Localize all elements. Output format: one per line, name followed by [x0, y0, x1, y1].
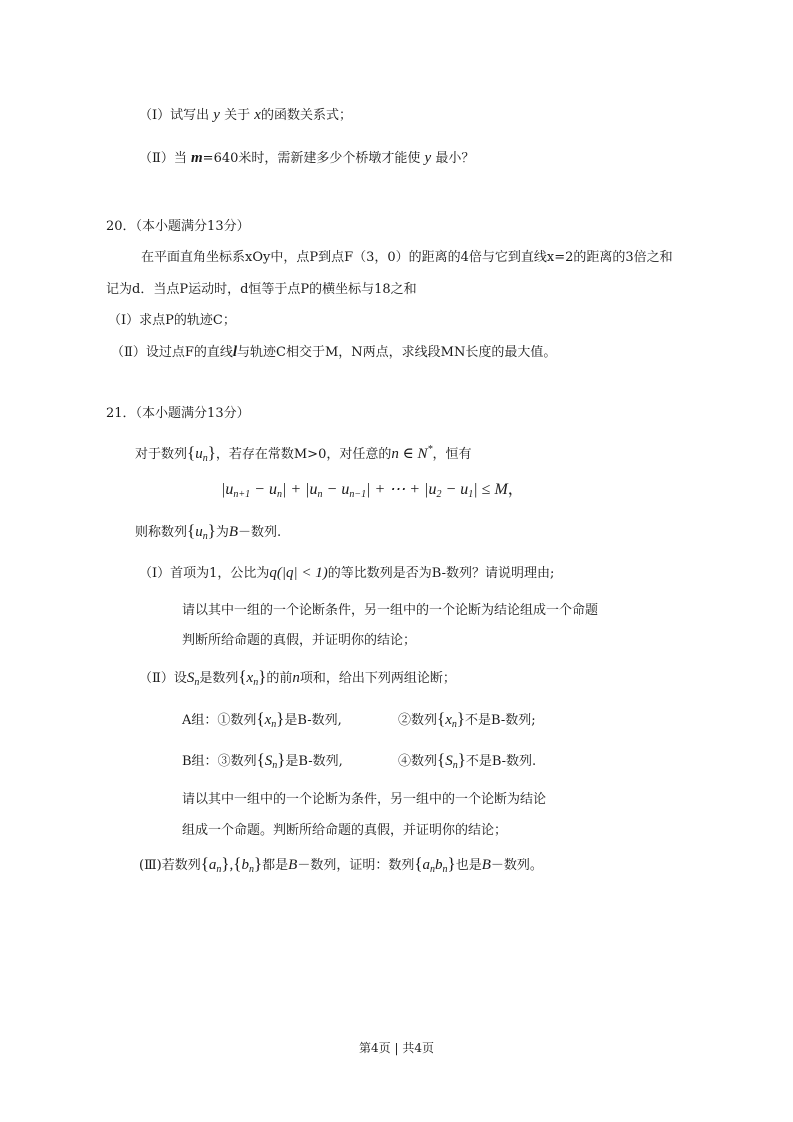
- q21-heading: 21．（本小题满分13分）: [106, 406, 250, 421]
- q21-group-b-item4: ④数列$\{S_n\}$不是B-数列.: [398, 750, 537, 771]
- n-in-nstar: n ∈ N*: [391, 444, 433, 462]
- q21-part1: （Ⅰ）首项为1，公比为q(|q| < 1)的等比数列是否为B-数列？请说明理由;: [139, 565, 555, 581]
- q21-group-a: A组：①数列$\{x_n\}$是B-数列,: [182, 709, 342, 730]
- q21-instruction2-line1: 请以其中一组中的一个论断为条件，另一组中的一个论断为结论: [182, 792, 547, 807]
- q21-group-a-item2: ②数列$\{x_n\}$不是B-数列;: [398, 709, 536, 730]
- q21-instruction1-line1: 请以其中一组的一个论断条件，另一组中的一个论断为结论组成一个命题: [182, 603, 599, 618]
- q21-instruction2-line2: 组成一个命题。判断所给命题的真假，并证明你的结论；: [182, 823, 508, 838]
- q20-part2: （Ⅱ）设过点F的直线l与轨迹C相交于M，N两点，求线段MN长度的最大值。: [111, 344, 557, 360]
- b-sequence-formula: $|u_{n+1} - u_n| + |u_n - u_{n-1}|$ + ⋯ + $|u_2 - u_1| \le M$，: [221, 481, 524, 500]
- q19-part1: （Ⅰ）试写出 y 关于 x的函数关系式；: [139, 107, 352, 123]
- q20-heading: 20．（本小题满分13分）: [106, 219, 250, 234]
- q21-conclusion: 则称数列$\{u_n\}$为B－数列.: [135, 521, 282, 542]
- q20-line1: 在平面直角坐标系xOy中，点P到点F（3，0）的距离的4倍与它到直线x=2的距离的3倍之和: [141, 250, 673, 265]
- q19-part2: （Ⅱ）当 m=640米时，需新建多少个桥墩才能使 y 最小？: [139, 150, 475, 166]
- page-footer: 第4页 | 共4页: [359, 1041, 434, 1055]
- seq-u-symbol: $\{u_n\}$: [187, 443, 216, 464]
- q21-group-b: B组：③数列$\{S_n\}$是B-数列,: [182, 750, 343, 771]
- q21-part2: （Ⅱ）设$S_n$是数列$\{x_n\}$的前n项和，给出下列两组论断；: [139, 667, 456, 688]
- q21-definition: 对于数列$\{u_n\}$，若存在常数M>0，对任意的n ∈ N*，恒有: [135, 443, 472, 464]
- q21-part3: (Ⅲ)若数列$\{a_n\},\{b_n\}$都是B－数列，证明：数列$\{a_nb_n\}$也是B－数列。: [139, 854, 543, 875]
- ratio-condition: q(|q| < 1): [269, 565, 328, 581]
- q20-part1: （Ⅰ）求点P的轨迹C；: [108, 313, 236, 328]
- q21-instruction1-line2: 判断所给命题的真假，并证明你的结论；: [182, 633, 417, 648]
- q20-line2: 记为d．当点P运动时，d恒等于点P的横坐标与18之和: [106, 282, 417, 297]
